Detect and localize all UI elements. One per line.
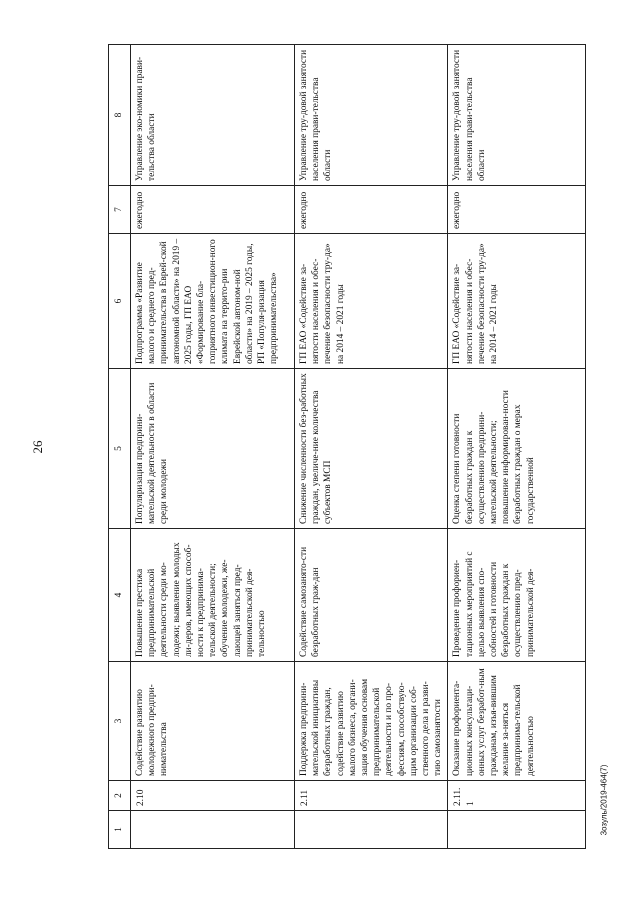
item-number: 2.11 xyxy=(295,781,448,811)
table-header-row xyxy=(109,45,131,849)
execution-period: ежегодно xyxy=(295,186,448,234)
header-cell-3: 3 xyxy=(109,662,131,781)
header-cell-8: 8 xyxy=(109,45,131,186)
header-cell-4: 4 xyxy=(109,529,131,662)
expected-result: Оценка степени готовности безработных граждан к осуществлению предприни-мательской деятельности; повышение информирован-ности безработных граждан о мерах государственной xyxy=(448,369,586,529)
program-reference: ГП ЕАО «Содействие за-нятости населения и обес-печение безопасности тру-да» на 2014 – 2021 годы xyxy=(295,234,448,369)
measure-content: Содействие самозанято-сти безработных граж-дан xyxy=(295,529,448,662)
measure-name: Содействие развитию молодежного предпри-нимательства xyxy=(131,662,295,781)
page-number: 26 xyxy=(30,440,45,454)
cell-col1 xyxy=(295,811,448,849)
header-cell-7: 7 xyxy=(109,186,131,234)
measure-name: Поддержка предприни-мательской инициативы безработных граждан, содействие развитию малого бизнеса, органи-зация обучения основам предпринимательской деятельности и по про-фессиям, способствую-щим организации соб-ственного дела и разви-тию самозанятости xyxy=(295,662,448,781)
table-row xyxy=(295,45,448,849)
measure-name: Оказание профориента-ционных консультаци-онных услуг безработ-ным гражданам, изъя-вившим желание за-няться предпринима-тельской деятельностью xyxy=(448,662,586,781)
responsible-executor: Управление тру-довой занятости населения прави-тельства области xyxy=(448,45,586,186)
document-code: 3озуль/2019-464(7) xyxy=(599,764,609,836)
table-row xyxy=(448,45,586,849)
expected-result: Популяризация предприни-мательской деятельности в области среди молодежи xyxy=(131,369,295,529)
item-number: 2.10 xyxy=(131,781,295,811)
execution-period: ежегодно xyxy=(448,186,586,234)
item-number: 2.11. 1 xyxy=(448,781,586,811)
measure-content: Проведение профориен-тационных мероприятий с целью выявления спо-собностей и готовности безработных граждан к осуществлению пред-принимательской дея- xyxy=(448,529,586,662)
measures-table xyxy=(108,44,586,849)
program-reference: Подпрограмма «Развитие малого и среднего пред-принимательства в Еврей-ской автономной области» на 2019 – 2025 годы, ГП ЕАО «Формирование бла-гоприятного инвестицион-ного климата на террито-рии Еврейской автоном-ной области» на 2019 – 2025 годы, РП «Популя-ризация предпринимательства» xyxy=(131,234,295,369)
table-region xyxy=(108,45,582,849)
header-cell-2: 2 xyxy=(109,781,131,811)
cell-col1 xyxy=(131,811,295,849)
responsible-executor: Управление тру-довой занятости населения прави-тельства области xyxy=(295,45,448,186)
table-row xyxy=(131,45,295,849)
rotated-table-container xyxy=(108,45,582,849)
program-reference: ГП ЕАО «Содействие за-нятости населения и обес-печение безопасности тру-да» на 2014 – 2021 годы xyxy=(448,234,586,369)
expected-result: Снижение численности без-работных граждан, увеличе-ние количества субъектов МСП xyxy=(295,369,448,529)
measure-content: Повышение престижа предпринимательской деятельности среди мо-лодежи; выявление молодых ли-деров, имеющих способ-ности к предпринима-тельской деятельности; обучение молодежи, же-лающей заняться пред-принимательской дея-тельностью xyxy=(131,529,295,662)
execution-period: ежегодно xyxy=(131,186,295,234)
header-cell-6: 6 xyxy=(109,234,131,369)
header-cell-5: 5 xyxy=(109,369,131,529)
cell-col1 xyxy=(448,811,586,849)
responsible-executor: Управление эко-номики прави-тельства области xyxy=(131,45,295,186)
header-cell-1: 1 xyxy=(109,811,131,849)
